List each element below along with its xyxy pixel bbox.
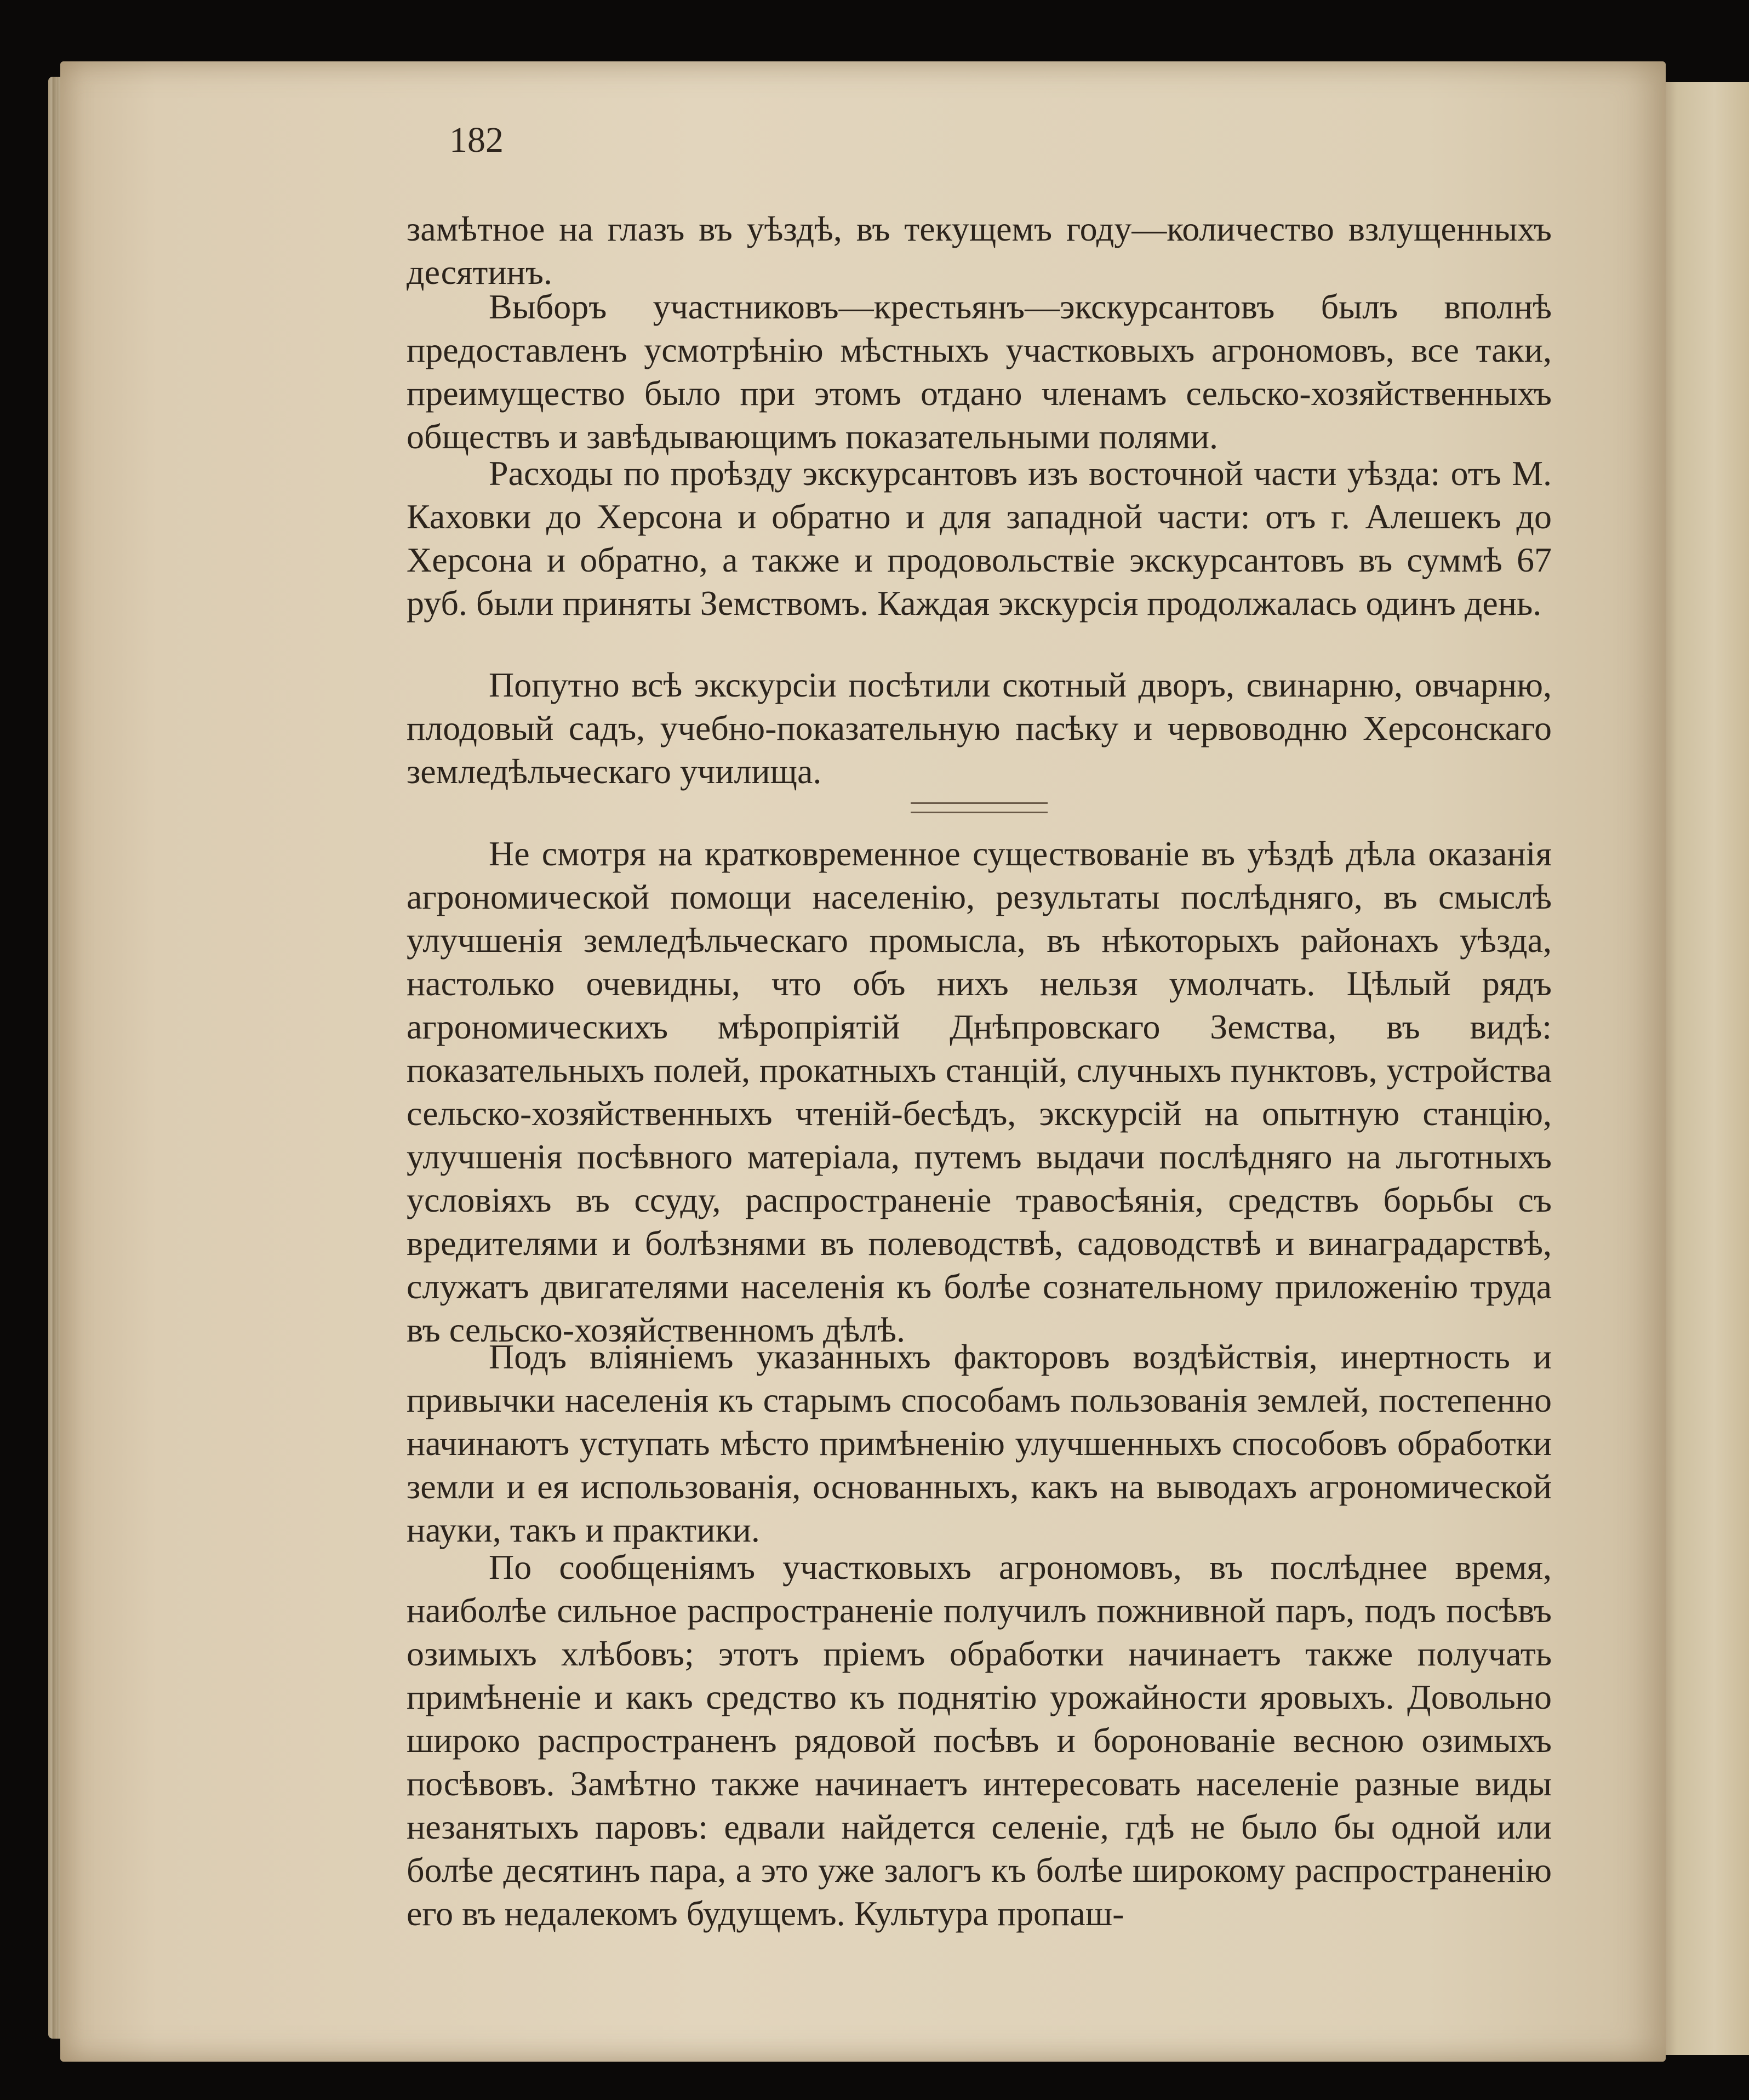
- paragraph-results: Не смотря на кратковременное существованіе въ уѣздѣ дѣла оказанія агрономической помощи населенію, результаты послѣдняго, въ смыслѣ улучшенія земледѣльческаго промысла, въ нѣкоторыхъ районахъ уѣзда, настолько очевидны, что объ нихъ нельзя умолчать. Цѣлый рядъ агрономическихъ мѣропріятій Днѣпровскаго Земства, въ видѣ: показательныхъ полей, прокатныхъ станцій, случныхъ пунктовъ, устройства сельско-хозяйственныхъ чтеній-бесѣдъ, экскурсій на опытную станцію, улучшенія посѣвного матеріала, путемъ выдачи послѣдняго на льготныхъ условіяхъ въ ссуду, распространеніе травосѣянія, средствъ борьбы съ вредителями и болѣзнями въ полеводствѣ, садоводствѣ и винаградарствѣ, служатъ двигателями населенія къ болѣе сознательному приложенію труда въ сельско-хозяйственномъ дѣлѣ.: [407, 834, 1552, 1349]
- page-number: 182: [449, 120, 504, 160]
- paragraph-participants: Выборъ участниковъ—крестьянъ—экскурсантовъ былъ вполнѣ предоставленъ усмотрѣнію мѣстныхъ участковыхъ агрономовъ, все таки, преимущество было при этомъ отдано членамъ сельско-хозяйственныхъ обществъ и завѣдывающимъ показательными полями.: [407, 287, 1552, 456]
- paragraph-expenses: Расходы по проѣзду экскурсантовъ изъ восточной части уѣзда: отъ М. Каховки до Херсона и обратно и для западной части: отъ г. Алешекъ до Херсона и обратно, а также и продовольствіе экскурсантовъ въ суммѣ 67 руб. были приняты Земствомъ. Каждая экскурсія продолжалась одинъ день.: [407, 454, 1552, 623]
- paragraph-reports: По сообщеніямъ участковыхъ агрономовъ, въ послѣднее время, наиболѣе сильное распространеніе получилъ пожнивной паръ, подъ посѣвъ озимыхъ хлѣбовъ; этотъ пріемъ обработки начинаетъ также получать примѣненіе и какъ средство къ поднятію урожайности яровыхъ. Довольно широко распространенъ рядовой посѣвъ и боронованіе весною озимыхъ посѣвовъ. Замѣтно также начинаетъ интересовать населеніе разные виды незанятыхъ паровъ: едвали найдется селеніе, гдѣ не было бы одной или болѣе десятинъ пара, а это уже залогъ къ болѣе широкому распространенію его въ недалекомъ будущемъ. Культура пропаш-: [407, 1548, 1552, 1933]
- paragraph-continuation: замѣтное на глазъ въ уѣздѣ, въ текущемъ году—количество взлущенныхъ десятинъ.: [407, 209, 1552, 292]
- paragraph-visits: Попутно всѣ экскурсіи посѣтили скотный дворъ, свинарню, овчарню, плодовый садъ, учебно-показательную пасѣку и червоводню Херсонскаго земледѣльческаго училища.: [407, 665, 1552, 791]
- paragraph-influence: Подъ вліяніемъ указанныхъ факторовъ воздѣйствія, инертность и привычки населенія къ старымъ способамъ пользованія землей, постепенно начинаютъ уступать мѣсто примѣненію улучшенныхъ способовъ обработки земли и ея использованія, основанныхъ, какъ на выводахъ агрономической науки, такъ и практики.: [407, 1337, 1552, 1549]
- section-divider: [911, 802, 1048, 813]
- facing-page-edge: [1655, 82, 1749, 2055]
